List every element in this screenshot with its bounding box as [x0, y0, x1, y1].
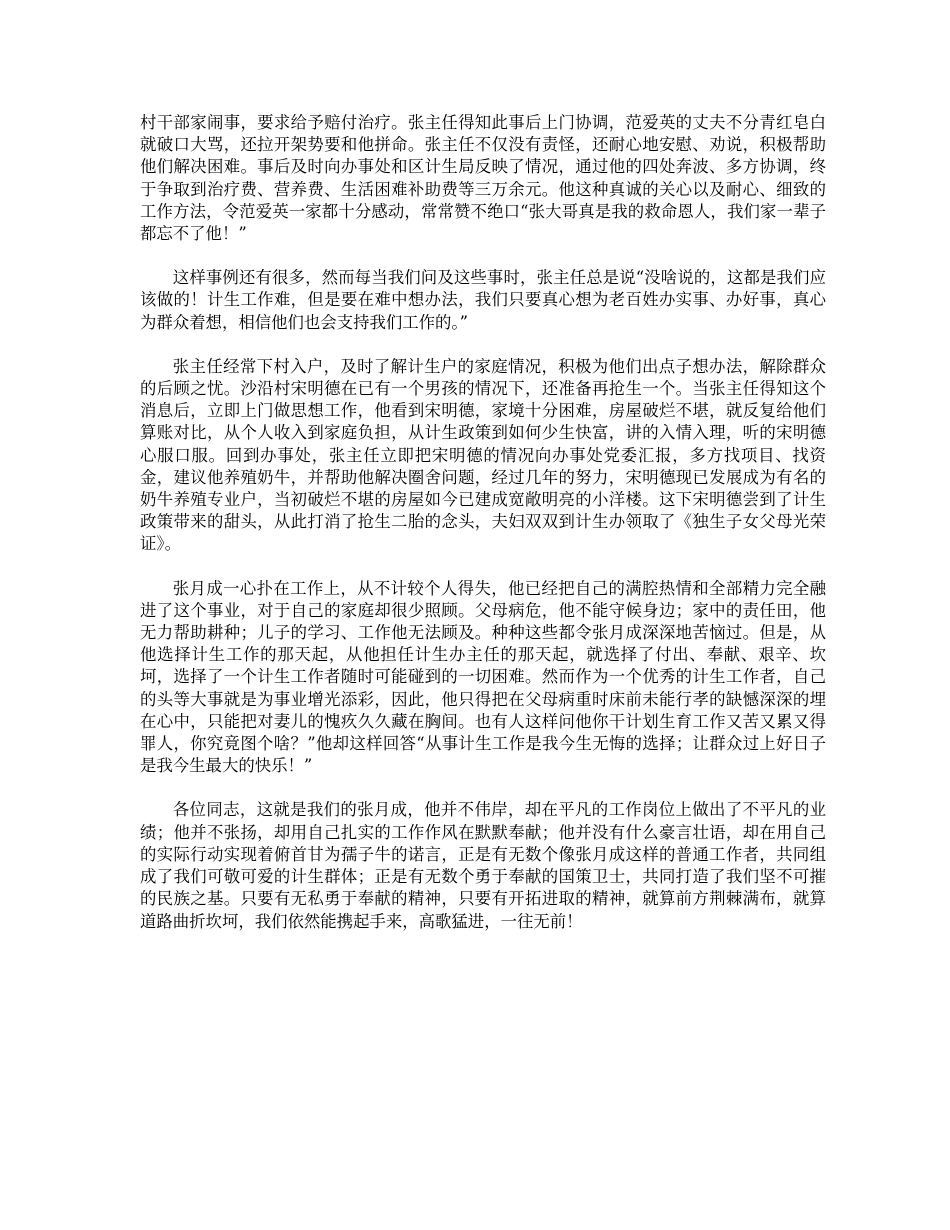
paragraph-3: 张主任经常下村入户，及时了解计生户的家庭情况，积极为他们出点子想办法，解除群众的后顾之忧。沙沿村宋明德在已有一个男孩的情况下，还准备再抢生一个。当张主任得知这个消息后，立即上门做思想工作，他看到宋明德，家境十分困难，房屋破烂不堪，就反复给他们算账对比，从个人收入到家庭负担，从计生政策到如何少生快富，讲的入情入理，听的宋明德心服口服。回到办事处，张主任立即把宋明德的情况向办事处党委汇报，多方找项目、找资金，建议他养殖奶牛，并帮助他解决圈舍问题，经过几年的努力，宋明德现已发展成为有名的奶牛养殖专业户，当初破烂不堪的房屋如今已建成宽敞明亮的小洋楼。这下宋明德尝到了计生政策带来的甜头，从此打消了抢生二胎的念头，夫妇双双到计生办领取了《独生子女父母光荣证》。 [140, 356, 826, 554]
paragraph-2: 这样事例还有很多，然而每当我们问及这些事时，张主任总是说“没啥说的，这都是我们应该做的！计生工作难，但是要在难中想办法，我们只要真心想为老百姓办实事、办好事，真心为群众着想，相信他们也会支持我们工作的。” [140, 268, 826, 332]
paragraph-4: 张月成一心扑在工作上，从不计较个人得失，他已经把自己的满腔热情和全部精力完全融进了这个事业，对于自己的家庭却很少照顾。父母病危，他不能守候身边；家中的责任田，他无力帮助耕种；儿子的学习、工作他无法顾及。种种这些都令张月成深深地苦恼过。但是，从他选择计生工作的那天起，从他担任计生办主任的那天起，就选择了付出、奉献、艰辛、坎坷，选择了一个计生工作者随时可能碰到的一切困难。然而作为一个优秀的计生工作者，自己的头等大事就是为事业增光添彩，因此，他只得把在父母病重时床前未能行孝的缺憾深深的埋在心中，只能把对妻儿的愧疚久久藏在胸间。也有人这样问他你干计划生育工作又苦又累又得罪人，你究竟图个啥？”他却这样回答“从事计生工作是我今生无悔的选择；让群众过上好日子是我今生最大的快乐！” [140, 578, 826, 776]
paragraph-5: 各位同志，这就是我们的张月成，他并不伟岸，却在平凡的工作岗位上做出了不平凡的业绩；他并不张扬，却用自己扎实的工作作风在默默奉献；他并没有什么豪言壮语，却在用自己的实际行动实现着俯首甘为孺子牛的诺言，正是有无数个像张月成这样的普通工作者，共同组成了我们可敬可爱的计生群体；正是有无数个勇于奉献的国策卫士，共同打造了我们坚不可摧的民族之基。只要有无私勇于奉献的精神，只要有开拓进取的精神，就算前方荆棘满布，就算道路曲折坎坷，我们依然能携起手来，高歌猛进，一往无前！ [140, 800, 826, 931]
document-body [140, 112, 826, 955]
paragraph-1: 村干部家闹事，要求给予赔付治疗。张主任得知此事后上门协调，范爱英的丈夫不分青红皂白就破口大骂，还拉开架势要和他拼命。张主任不仅没有责怪，还耐心地安慰、劝说，积极帮助他们解决困难。事后及时向办事处和区计生局反映了情况，通过他的四处奔波、多方协调，终于争取到治疗费、营养费、生活困难补助费等三万余元。他这种真诚的关心以及耐心、细致的工作方法，令范爱英一家都十分感动，常常赞不绝口“张大哥真是我的救命恩人，我们家一辈子都忘不了他！” [140, 113, 826, 244]
